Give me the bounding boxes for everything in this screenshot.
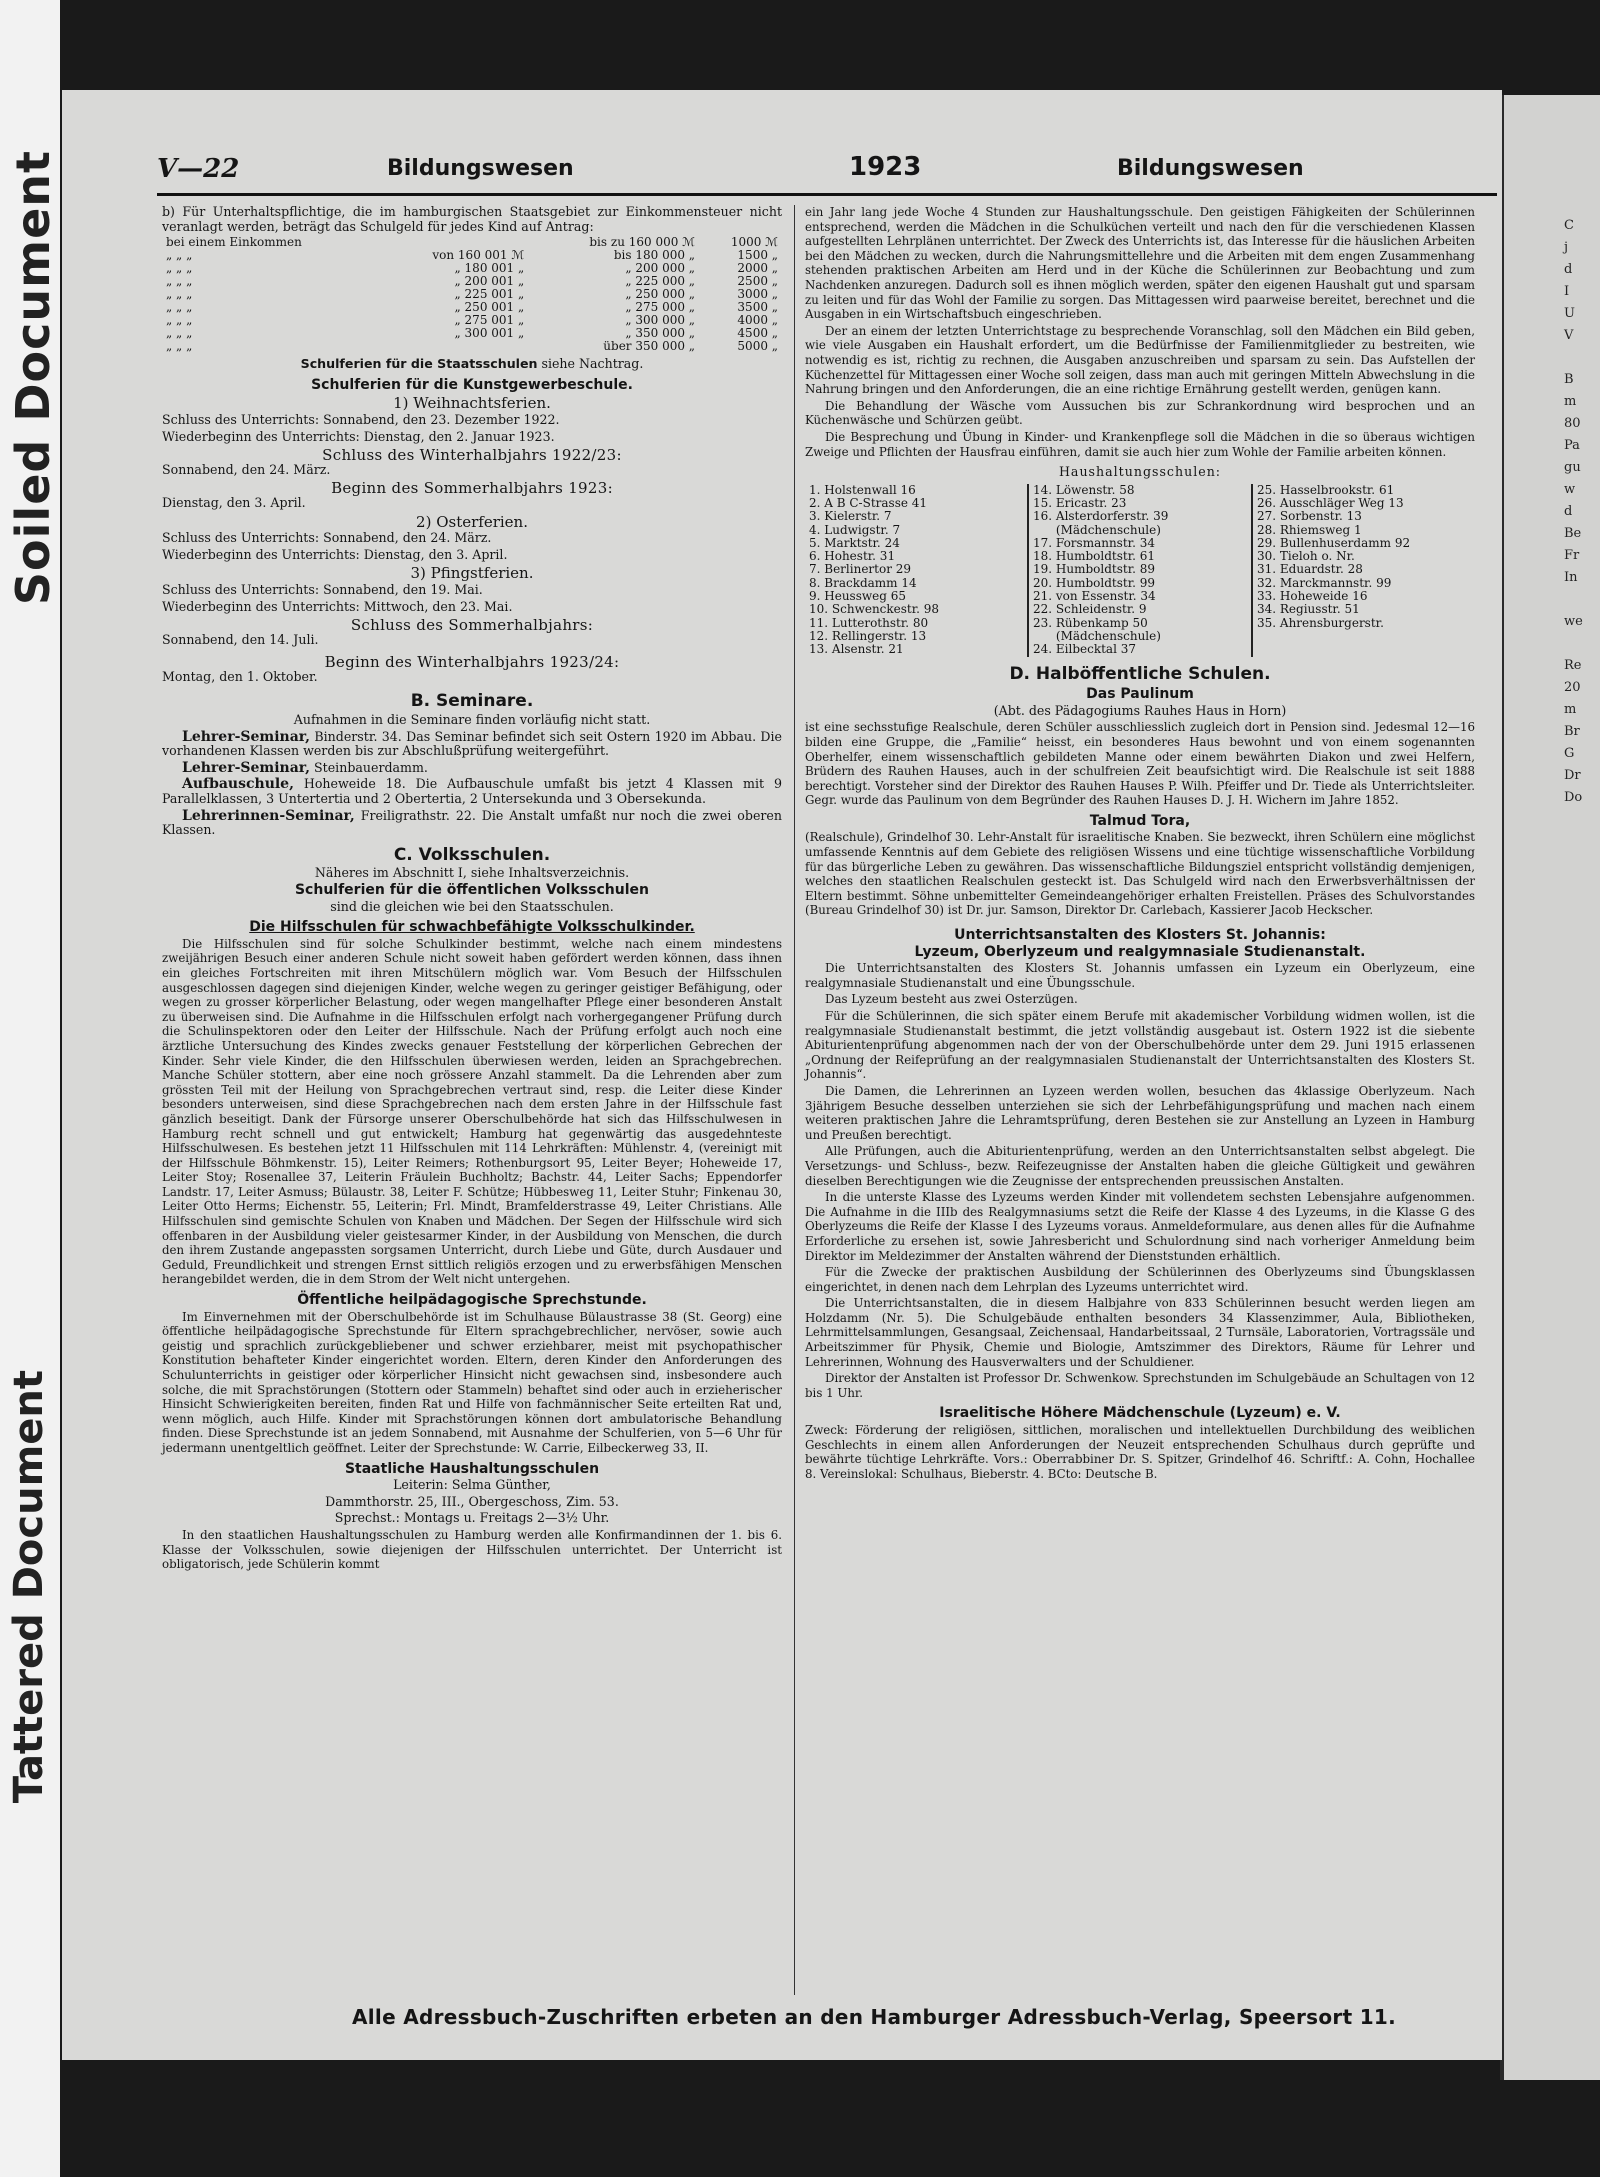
haushaltung-address: Dammthorstr. 25, III., Obergeschoss, Zim. 53. [325, 1493, 619, 1509]
school-entry: 15. Ericastr. 23 [1033, 496, 1127, 510]
kloster-paragraph-2: Das Lyzeum besteht aus zwei Osterzügen. [825, 992, 1078, 1007]
seminar-1-name: Lehrer-Seminar, [182, 728, 311, 745]
income-cell: „ 250 001 „ [454, 300, 525, 315]
school-entry: 30. Tieloh o. Nr. [1257, 550, 1355, 564]
pfingst-line-2: Wiederbeginn des Unterrichts: Mittwoch, den 23. Mai. [162, 598, 513, 614]
income-cell: „ „ „ [166, 274, 193, 289]
income-cell: 4000 „ [737, 313, 778, 328]
income-cell: 3000 „ [737, 287, 778, 302]
school-entry: 5. Marktstr. 24 [809, 536, 900, 550]
income-cell: 5000 „ [737, 339, 778, 354]
school-entry: 26. Ausschläger Weg 13 [1257, 496, 1404, 510]
income-cell: „ 225 000 „ [625, 274, 696, 289]
kloster-paragraph-4: Die Damen, die Lehrerinnen an Lyzeen werden wollen, besuchen das 4klassige Oberlyzeum. Nach 3jährigem Besuche desselben unterziehen sie sich der Lehrbefähigungsprüfung und machen nach einem weiteren praktischen Jahre die Lehramtsprüfung, deren Bestehen sie zur Anstellung an Lyzeen in Hamburg und Preußen berechtigt. [805, 1083, 1475, 1142]
school-entry: 25. Hasselbrookstr. 61 [1257, 483, 1395, 497]
halboeffentliche-heading: D. Halböffentliche Schulen. [1009, 663, 1271, 684]
pfingst-heading: 3) Pfingstferien. [410, 564, 534, 583]
ferien-kunst-heading: Schulferien für die Kunstgewerbeschule. [311, 376, 633, 393]
haushaltung-text: In den staatlichen Haushaltungsschulen zu Hamburg werden alle Konfirmandinnen der 1. bis 6. Klasse der Volksschulen, sowie diejenigen der Hilfsschulen unterrichtet. Der Unterricht ist obligatorisch, jede Schülerin kommt [162, 1527, 782, 1572]
school-entry: (Mädchenschule) [1033, 523, 1161, 537]
schluss-winter-date: Sonnabend, den 24. März. [162, 461, 331, 477]
seminar-entry-4 [162, 809, 782, 838]
income-row [162, 340, 782, 353]
weihnacht-line-1: Schluss des Unterrichts: Sonnabend, den 23. Dezember 1922. [162, 411, 560, 427]
kloster-paragraph-9: Direktor der Anstalten ist Professor Dr. Schwenkow. Sprechstunden im Schulgebäude an Schultagen von 12 bis 1 Uhr. [805, 1371, 1475, 1400]
school-entry: 16. Alsterdorferstr. 39 [1033, 510, 1169, 524]
paulinum-subtitle: (Abt. des Pädagogiums Rauhes Haus in Horn) [993, 702, 1287, 718]
volksschulen-heading: C. Volksschulen. [393, 844, 551, 865]
right-column [805, 205, 1475, 1483]
seminar-entry-1 [162, 730, 782, 759]
school-entry: 35. Ahrensburgerstr. [1257, 616, 1384, 630]
israelitische-schule-text: Zweck: Förderung der religiösen, sittlichen, moralischen und intellektuellen Durchbildung des weiblichen Geschlechts in einem allen Anforderungen der Neuzeit entsprechenden Schulhaus durch geprüfte und bewährte tüchtige Lehrkräfte. Vors.: Oberrabbiner Dr. S. Spitzer, Grindelhof 46. Schriftf.: A. Cohn, Hochallee 8. Vereinslokal: Schulhaus, Bieberstr. 4. BCto: Deutsche B. [805, 1423, 1475, 1481]
school-entry: 13. Alsenstr. 21 [809, 643, 904, 657]
income-cell: bis zu 160 000 ℳ [589, 235, 696, 250]
seminare-intro: Aufnahmen in die Seminare finden vorläufig nicht statt. [293, 712, 651, 728]
beginn-winter-heading: Beginn des Winterhalbjahrs 1923/24: [324, 653, 620, 672]
income-cell: „ 300 001 „ [454, 326, 525, 341]
school-entry: 33. Hoheweide 16 [1257, 590, 1368, 604]
page-footer: Alle Adressbuch-Zuschriften erbeten an den Hamburger Adressbuch-Verlag, Speersort 11. [352, 2005, 1397, 2029]
ferien-staat-note: siehe Nachtrag. [537, 356, 644, 372]
paulinum-heading: Das Paulinum [1086, 686, 1194, 703]
school-entry: 14. Löwenstr. 58 [1033, 483, 1135, 497]
income-cell: „ „ „ [166, 300, 193, 315]
school-entry: 2. A B C-Strasse 41 [809, 496, 928, 510]
income-cell: „ 200 001 „ [454, 274, 525, 289]
school-entry: 6. Hohestr. 31 [809, 550, 896, 564]
header-title-left: Bildungswesen [387, 156, 574, 181]
ferien-oeff-heading: Schulferien für die öffentlichen Volksschulen [294, 882, 650, 898]
ferien-staat-heading: Schulferien für die Staatsschulen [300, 356, 538, 372]
beginn-winter-date: Montag, den 1. Oktober. [162, 668, 318, 684]
ferien-oeff-note: sind die gleichen wie bei den Staatsschulen. [330, 898, 614, 914]
scan-edge-strip [0, 0, 60, 2177]
income-cell: 2500 „ [737, 274, 778, 289]
kloster-paragraph-3: Für die Schülerinnen, die sich später einem Berufe mit akademischer Vorbildung widmen wollen, ist die realgymnasiale Studienanstalt bestimmt, die jetzt vollständig ausgebaut ist. Ostern 1922 ist die siebente Abiturientenprüfung abgenommen nach der von der Oberschulbehörde unter dem 29. Juni 1915 erlassenen „Ordnung der Reifeprüfung an der realgymnasialen Studienanstalt der Unterrichtsanstalten des Klosters St. Johannis“. [805, 1009, 1475, 1082]
school-entry: 28. Rhiemsweg 1 [1257, 523, 1362, 537]
income-cell [378, 340, 528, 353]
school-entry: 8. Brackdamm 14 [809, 576, 917, 590]
school-entry: 4. Ludwigstr. 7 [809, 523, 901, 537]
income-cell: „ „ „ [166, 326, 193, 341]
income-cell: „ „ „ [166, 287, 193, 302]
haushalt-paragraph-4: Die Besprechung und Übung in Kinder- und Krankenpflege soll die Mädchen in die so überaus wichtigen Zweige und Pflichten der Hausfrau einführen, damit sie auch hier zum Wohle der Familie arbeiten können. [805, 429, 1475, 459]
school-entry: 3. Kielerstr. 7 [809, 510, 892, 524]
seminar-2-name: Lehrer-Seminar, [182, 759, 311, 776]
pfingst-line-1: Schluss des Unterrichts: Sonnabend, den 19. Mai. [162, 581, 483, 597]
hilfsschulen-heading: Die Hilfsschulen für schwachbefähigte Volksschulkinder. [249, 919, 695, 936]
school-entry: 10. Schwenckestr. 98 [809, 603, 940, 617]
school-entry: (Mädchenschule) [1033, 629, 1161, 643]
seminar-4-name: Lehrerinnen-Seminar, [182, 807, 355, 824]
kloster-paragraph-8: Die Unterrichtsanstalten, die in diesem Halbjahre von 833 Schülerinnen besucht werden liegen am Holzdamm (Nr. 5). Die Schulgebäude enthalten besonders 34 Klassenzimmer, Aula, Bibliotheken, Lehrmittelsammlungen, Gesangsaal, Zeichensaal, Handarbeitssaal, 2 Turnsäle, Laboratorien, Vortragssäle und Arbeitszimmer für Physik, Chemie und Biologie, Amtszimmer des Direktors, Räume für Lehrer und Lehrerinnen, Wohnung des Hausverwalters und der Schuldiener. [805, 1296, 1475, 1369]
ostern-line-1: Schluss des Unterrichts: Sonnabend, den 24. März. [162, 530, 492, 546]
page-number: V—22 [157, 154, 240, 184]
school-entry: 17. Forsmannstr. 34 [1033, 536, 1155, 550]
income-cell: „ 350 000 „ [625, 326, 696, 341]
haushaltung-leiterin: Leiterin: Selma Günther, [393, 1477, 551, 1493]
school-entry: 31. Eduardstr. 28 [1257, 563, 1363, 577]
seminar-3-name: Aufbauschule, [182, 776, 294, 793]
school-entry: 1. Holstenwall 16 [809, 483, 916, 497]
paulinum-text: ist eine sechsstufige Realschule, deren Schüler ausschliesslich zugleich dort in Pension sind. Jedesmal 12—16 bilden eine Gruppe, die „Familie“ heisst, ein besonderes Haus bewohnt und von einem sogenannten Oberhelfer, einem wissenschaftlich gebildeten Manne oder einem bewährten Diakon und zwei Helfern, Brüdern des Rauhen Hauses, auch in der schulfreien Zeit beaufsichtigt wird. Die Realschule ist seit 1888 berechtigt. Vorsteher sind der Direktor des Rauhen Hauses P. Wilh. Pfeiffer und Dr. Tiede als Unterrichtsleiter. Gegr. wurde das Paulinum von dem Begründer des Rauhen Hauses D. J. H. Wichern im Jahre 1852. [805, 720, 1475, 808]
school-entry: 29. Bullenhuserdamm 92 [1257, 536, 1411, 550]
income-cell: „ 180 001 „ [454, 261, 525, 276]
seminare-heading: B. Seminare. [410, 691, 534, 712]
seminar-2-text: Steinbauerdamm. [310, 759, 428, 775]
seminar-3-text: Hoheweide 18. Die Aufbauschule umfaßt bis jetzt 4 Klassen mit 9 Parallelklassen, 3 Untertertia und 2 Obertertia, 2 Untersekunda und 3 Obersekunda. [162, 776, 782, 807]
income-cell: 3500 „ [737, 300, 778, 315]
school-entry: 34. Regiusstr. 51 [1257, 603, 1360, 617]
income-cell: 2000 „ [737, 261, 778, 276]
schools-column-2 [1029, 484, 1253, 657]
seminar-4-text: Freiligrathstr. 22. Die Anstalt umfaßt nur noch die zwei oberen Klassen. [162, 807, 782, 838]
header-title-right: Bildungswesen [1117, 156, 1304, 181]
beginn-sommer-heading: Beginn des Sommerhalbjahrs 1923: [331, 479, 613, 498]
weihnacht-heading: 1) Weihnachtsferien. [393, 394, 551, 413]
school-entry: 11. Lutterothstr. 80 [809, 616, 929, 630]
income-table [162, 236, 782, 353]
edge-label-bottom: Tattered Document [6, 1370, 52, 1804]
left-column [162, 205, 782, 1574]
income-cell: „ 250 000 „ [625, 287, 696, 302]
talmud-tora-heading: Talmud Tora, [1089, 812, 1191, 829]
schluss-sommer-date: Sonnabend, den 14. Juli. [162, 631, 319, 647]
school-entry: 7. Berlinertor 29 [809, 563, 912, 577]
sprechstunde-text: Im Einvernehmen mit der Oberschulbehörde ist im Schulhause Bülaustrasse 38 (St. Georg) eine öffentliche heilpädagogische Sprechstunde für Eltern sprachgebrechlicher, nervöser, sowie auch geistig und sprachlich zurückgebliebener und schwer erziehbarer, meist mit psychopathischer Konstitution behafteter Kinder eingerichtet worden. Eltern, deren Kinder den Anforderungen des Schulunterrichts in geistiger oder körperlicher Hinsicht nicht gewachsen sind, insbesondere auch solche, die mit Sprachstörungen (Stottern oder Stammeln) behaftet sind oder auch in erzieherischer Hinsicht Schwierigkeiten bereiten, finden Rat und Hilfe von fachmännischer Seite erteilten Rat und, wenn möglich, auch Hilfe. Kinder mit Sprachstörungen können dort ambulatorische Behandlung finden. Diese Sprechstunde ist an jedem Sonnabend, mit Ausnahme der Schulferien, von 5—6 Uhr für jedermann unentgeltlich geöffnet. Leiter der Sprechstunde: W. Carrie, Eilbeckerweg 33, II. [162, 1309, 782, 1455]
income-cell: „ „ „ [166, 248, 193, 263]
talmud-tora-text: (Realschule), Grindelhof 30. Lehr-Anstalt für israelitische Knaben. Sie bezweckt, ihren Schülern eine möglichst umfassende Kenntnis auf dem Gebiete des religiösen Wissens und eine tüchtige wissenschaftliche Vorbildung für das bürgerliche Leben zu gewähren. Das wissenschaftliche Bildungsziel entspricht vollständig demjenigen, welches den staatlichen Realschulen gesteckt ist. Das Schulgeld wird nach den Erwerbsverhältnissen der Eltern bestimmt. Söhne unbemittelter Gemeindeangehöriger erhalten Freistellen. Präses des Schulvorstandes (Bureau Grindelhof 30) ist Dr. jur. Samson, Direktor Dr. Carlebach, Kassierer Jacob Heckscher. [805, 830, 1475, 918]
kloster-paragraph-7: Für die Zwecke der praktischen Ausbildung der Schülerinnen des Oberlyzeums sind Übungsklassen eingerichtet, in denen nach dem Lehrplan des Lyzeums unterrichtet wird. [805, 1265, 1475, 1294]
school-entry: 22. Schleidenstr. 9 [1033, 603, 1147, 617]
school-entry: 24. Eilbecktal 37 [1033, 643, 1137, 657]
kloster-paragraph-5: Alle Prüfungen, auch die Abiturientenprüfung, werden an den Unterrichtsanstalten selbst abgelegt. Die Versetzungs- und Schluss-, bezw. Reifezeugnisse der Anstalten haben die gleiche Gültigkeit und gewähren dieselben Berechtigungen wie die Zeugnisse der entsprechenden preussischen Anstalten. [805, 1144, 1475, 1188]
ostern-line-2: Wiederbeginn des Unterrichts: Dienstag, den 3. April. [162, 546, 508, 562]
adjacent-page [1500, 95, 1600, 2080]
schluss-winter-heading: Schluss des Winterhalbjahrs 1922/23: [322, 446, 622, 465]
income-cell: „ 300 000 „ [625, 313, 696, 328]
income-cell: „ 275 001 „ [454, 313, 525, 328]
edge-label-top: Soiled Document [6, 150, 60, 606]
seminar-entry-2 [162, 761, 782, 776]
income-cell: bei einem Einkommen [166, 235, 302, 250]
sprechstunde-heading: Öffentliche heilpädagogische Sprechstunde. [297, 1292, 647, 1309]
kloster-heading-2: Lyzeum, Oberlyzeum und realgymnasiale Studienanstalt. [914, 943, 1366, 960]
haushalt-paragraph-1: ein Jahr lang jede Woche 4 Stunden zur Haushaltungsschule. Den geistigen Fähigkeiten der Schülerinnen entsprechend, werden die Mädchen in die Schulküchen verteilt und nach den für die verschiedenen Klassen aufgestellten Lehrplänen unterrichtet. Der Zweck des Unterrichts ist, das Interesse für die häuslichen Arbeiten bei den Mädchen zu wecken, durch die Nahrungsmittellehre und die Arbeiten mit dem engen Zusammenhang stehenden praktischen Arbeiten am Herd und in der Küche die Schülerinnen zur Beobachtung und zum Nachdenken anzuregen. Dadurch soll es ihnen möglich werden, später den eigenen Haushalt gut und sparsam zu leiten und für das Wohl der Familie zu sorgen. Das Mittagessen wird paarweise bereitet, berechnet und die Ausgaben in ein Wirtschaftsbuch eingeschrieben. [805, 205, 1475, 322]
page-header [157, 152, 1497, 196]
haushalt-paragraph-3: Die Behandlung der Wäsche vom Aussuchen bis zur Schrankordnung wird besprochen und an Küchenwäsche und Schürzen geübt. [805, 398, 1475, 428]
seminar-entry-3 [162, 777, 782, 806]
kloster-heading-1: Unterrichtsanstalten des Klosters St. Johannis: [954, 927, 1326, 944]
income-cell: 1500 „ [737, 248, 778, 263]
seminar-1-text: Binderstr. 34. Das Seminar befindet sich seit Ostern 1920 im Abbau. Die vorhandenen Klassen werden bis zur Abschlußprüfung weitergeführt. [162, 728, 782, 759]
hilfsschulen-text: Die Hilfsschulen sind für solche Schulkinder bestimmt, welche nach einem mindestens zweijährigen Besuch einer anderen Schule nicht soweit haben gefördert werden können, dass ihnen ein gleiches Fortschreiten mit ihren Mitschülern möglich war. Vom Besuch der Hilfsschulen ausgeschlossen dagegen sind diejenigen Kinder, welche wegen zu geringer geistiger Befähigung, oder wegen zu grosser körperlicher Belastung, oder wegen mangelhafter Pflege einer besonderen Anstalt zu überweisen sind. Die Aufnahme in die Hilfsschulen erfolgt nach vorhergegangener Prüfung durch die Schulinspektoren oder den Leiter der Hilfsschule. Nach der Prüfung erfolgt auch noch eine ärztliche Untersuchung des Kindes zwecks genauer Feststellung der körperlichen Gebrechen der Kinder. Sehr viele Kinder, die den Hilfsschulen überwiesen werden, leiden an Sprachgebrechen. Manche Schüler stottern, aber eine noch grössere Anzahl stammelt. Da die Lehrenden aber zum grössten Teil mit der Heilung von Sprachgebrechen vertraut sind, resp. die Leiter diese Kinder besonders unterweisen, sind diese Sprachgebrechen nach dem ersten Jahre in der Hilfsschule fast gänzlich beseitigt. Dank der Fürsorge unserer Oberschulbehörde hat sich das Hilfsschulwesen in Hamburg recht schnell und gut entwickelt; Hamburg hat gegenwärtig das ausgedehnteste Hilfsschulwesen. Es bestehen jetzt 11 Hilfsschulen mit 114 Lehrkräften: Mühlenstr. 4, (vereinigt mit der Hilfsschule Böhmkenstr. 15), Leiter Reimers; Rothenburgsort 95, Leiter Beyer; Hoheweide 17, Leiter Stoy; Rosenallee 37, Leiterin Fräulein Buchholtz; Bachstr. 44, Leiter Sachs; Eppendorfer Landstr. 17, Leiter Asmuss; Bülaustr. 38, Leiter F. Schütze; Hübbesweg 11, Leiter Stuhr; Finkenau 30, Leiter Otto Herms; Eichenstr. 55, Leiterin; Frl. Mindt, Bramfelderstrasse 49, Leiter Christians. Alle Hilfsschulen sind gemischte Schulen von Knaben und Mädchen. Der Segen der Hilfsschule wird sich offenbaren in der Ausbildung vieler geistesarmer Kinder, in der Ausbildung von Menschen, die durch den ihrem Zustande angepassten sorgsamen Unterricht, durch Liebe und Güte, durch Ausdauer und Geduld, Freundlichkeit und strengen Ernst sittlich religiös erzogen und zu erwerbsfähigen Menschen herangebildet werden, die in dem Strom der Welt nicht untergehen. [162, 936, 782, 1287]
schools-list [805, 484, 1475, 657]
haushaltungsschulen-heading: Staatliche Haushaltungsschulen [344, 1460, 600, 1477]
schools-column-3 [1253, 484, 1475, 657]
income-cell: „ „ „ [166, 261, 193, 276]
israelitische-schule-heading: Israelitische Höhere Mädchenschule (Lyzeum) e. V. [939, 1405, 1341, 1422]
haushaltung-hours: Sprechst.: Montags u. Freitags 2—3½ Uhr. [334, 1510, 610, 1526]
schluss-sommer-heading: Schluss des Sommerhalbjahrs: [350, 616, 594, 635]
haushalt-paragraph-2: Der an einem der letzten Unterrichtstage zu besprechende Voranschlag, soll den Mädchen ein Bild geben, wie viele Ausgaben ein Haushalt erfordert, um die Bedürfnisse der Familienmitglieder zu bestreiten, wie notwendig es ist, richtig zu rechnen, die Ausgaben anzuschreiben und sparsam zu sein. Das Aufstellen der Küchenzettel für Mittagessen einer Woche soll zeigen, dass man auch mit geringen Mitteln Abwechslung in die Nahrung bringen und den Anforderungen, die an eine richtige Ernährung gestellt werden, genügen kann. [805, 323, 1475, 397]
income-cell: „ 225 001 „ [454, 287, 525, 302]
income-cell: „ 200 000 „ [625, 261, 696, 276]
haushaltungsschulen-list-heading: Haushaltungsschulen: [1058, 464, 1222, 480]
ostern-heading: 2) Osterferien. [416, 512, 528, 531]
kloster-paragraph-6: In die unterste Klasse des Lyzeums werden Kinder mit vollendetem sechsten Lebensjahre aufgenommen. Die Aufnahme in die IIIb des Realgymnasiums setzt die Reife der Klasse 4 des Lyzeums, in die Klasse G des Oberlyzeums die Reife der Klasse I des Lyzeums voraus. Anmeldeformulare, aus denen alles für die Aufnahme Erforderliche zu ersehen ist, sowie Jahresbericht und Schulordnung sind nach vorheriger Anmeldung beim Direktor im Meldezimmer der Anstalten während der Dienststunden erhältlich. [805, 1190, 1475, 1263]
income-cell: „ 275 000 „ [625, 300, 696, 315]
document-page [62, 90, 1502, 2060]
school-entry: 12. Rellingerstr. 13 [809, 629, 927, 643]
income-cell: bis 180 000 „ [613, 248, 696, 263]
school-entry: 27. Sorbenstr. 13 [1257, 510, 1362, 524]
beginn-sommer-date: Dienstag, den 3. April. [162, 494, 306, 510]
column-divider [794, 205, 795, 1995]
school-entry: 19. Humboldtstr. 89 [1033, 563, 1156, 577]
school-entry: 18. Humboldtstr. 61 [1033, 550, 1156, 564]
header-year: 1923 [849, 152, 922, 182]
income-cell: über 350 000 „ [603, 339, 696, 354]
kloster-paragraph-1: Die Unterrichtsanstalten des Klosters St. Johannis umfassen ein Lyzeum ein Oberlyzeum, eine realgymnasiale Studienanstalt und eine Übungsschule. [805, 961, 1475, 990]
income-cell: „ „ „ [166, 313, 193, 328]
ferien-staat-line [162, 357, 782, 372]
income-cell: von 160 001 ℳ [432, 248, 525, 263]
school-entry: 21. von Essenstr. 34 [1033, 590, 1156, 604]
schools-column-1 [805, 484, 1029, 657]
adjacent-page-text: C j d I U V B m 80 Pa gu w d Be Fr In we Re 20 m Br G Dr Do [1564, 218, 1583, 805]
income-cell: „ „ „ [166, 339, 193, 354]
volksschulen-intro: Näheres im Abschnitt I, siehe Inhaltsverzeichnis. [314, 865, 630, 881]
school-fee-paragraph: b) Für Unterhaltspflichtige, die im hamburgischen Staatsgebiet zur Einkommensteuer nicht veranlagt werden, beträgt das Schulgeld für jedes Kind auf Antrag: [162, 204, 782, 234]
income-cell: 1000 ℳ [730, 235, 778, 250]
school-entry: 23. Rübenkamp 50 [1033, 616, 1148, 630]
school-entry: 32. Marckmannstr. 99 [1257, 576, 1392, 590]
school-entry: 20. Humboldtstr. 99 [1033, 576, 1156, 590]
income-cell: 4500 „ [737, 326, 778, 341]
weihnacht-line-2: Wiederbeginn des Unterrichts: Dienstag, den 2. Januar 1923. [162, 428, 555, 444]
school-entry: 9. Heussweg 65 [809, 590, 907, 604]
